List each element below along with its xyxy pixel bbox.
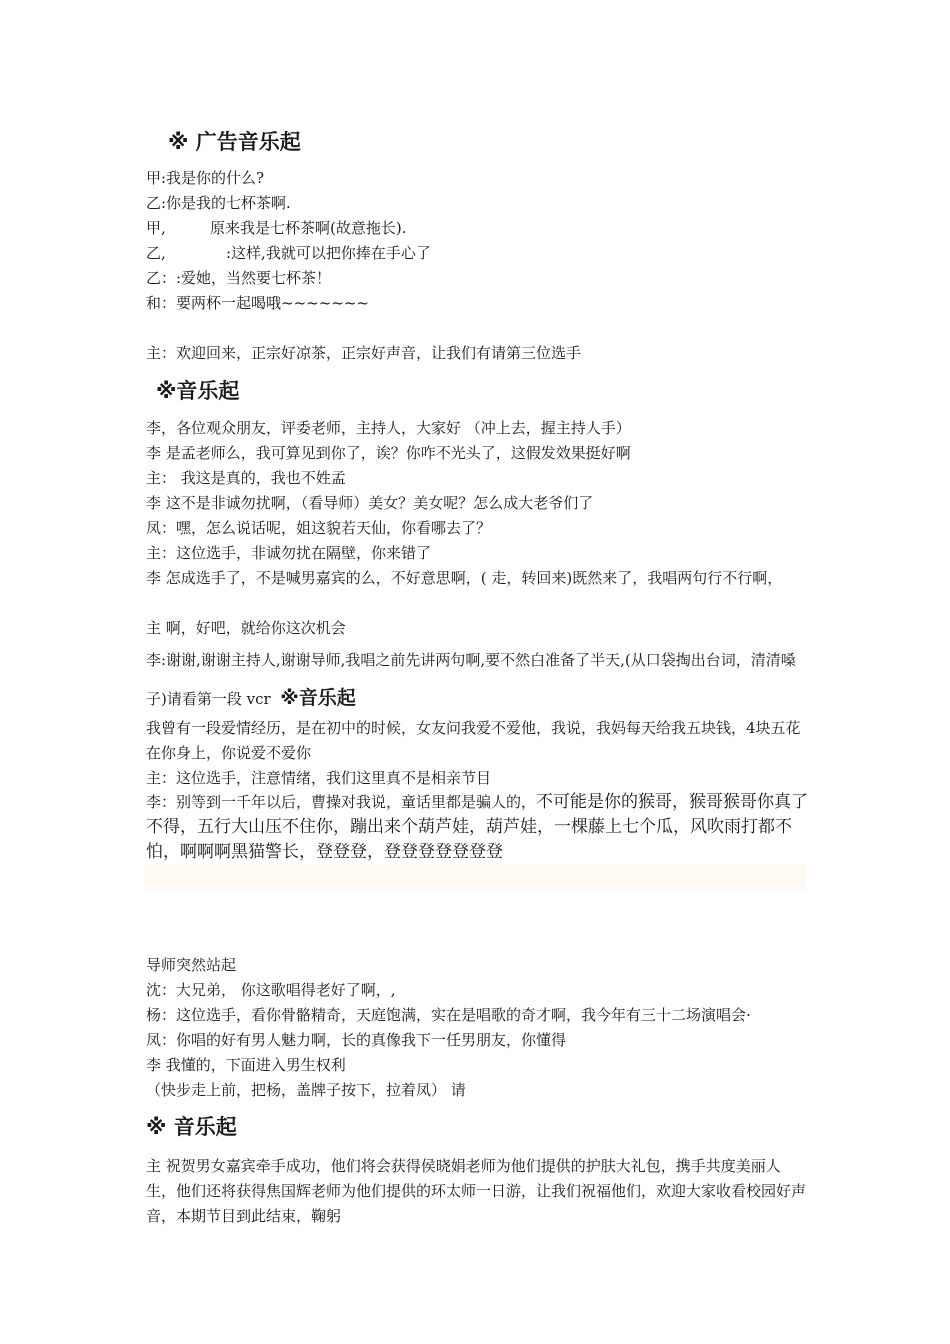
dialogue-line: 主： 我这是真的，我也不姓孟 (146, 469, 346, 487)
dialogue-line: 李 这不是非诚勿扰啊，（看导师）美女？美女呢？怎么成大老爷们了 (146, 494, 594, 512)
lyrics-text: 不可能是你的猴哥，猴哥猴哥你真了不得，五行大山压不住你，蹦出来个葫芦娃，葫芦娃，一棵藤上七个瓜，风吹雨打都不怕，啊啊啊黑猫警长，登登登，登登登登登登登 (146, 792, 809, 862)
line-text: 李:谢谢,谢谢主持人,谢谢导师,我唱之前先讲两句啊,要不然白准备了半天,(从口袋掏出台词，清清嗓子)请看第一段 vcr (146, 651, 796, 708)
dialogue-line: 李 是孟老师么，我可算见到你了，诶？你咋不光头了，这假发效果挺好啊 (146, 444, 631, 462)
dialogue-line: 沈：大兄弟， 你这歌唱得老好了啊，, (146, 981, 396, 999)
dialogue-line (146, 790, 808, 865)
dialogue-line: 乙：:爱她，当然要七杯茶！ (146, 269, 332, 287)
dialogue-line: 甲:我是你的什么? (146, 169, 265, 187)
line-text: :这样,我就可以把你捧在手心了 (226, 244, 431, 262)
dialogue-line: 杨：这位选手，看你骨骼精奇，天庭饱满，实在是唱歌的奇才啊，我今年有三十二场演唱会· (146, 1006, 751, 1024)
dialogue-line: 导师突然站起 (146, 956, 237, 974)
dialogue-line: 主：这位选手，非诚勿扰在隔壁，你来错了 (146, 544, 432, 562)
dialogue-line: 和：要两杯一起喝哦~~~~~~~ (146, 294, 369, 312)
speaker-label: 甲, (146, 219, 166, 237)
heading-music-inline: ※音乐起 (280, 687, 356, 709)
heading-ad-music: ※ 广告音乐起 (168, 130, 301, 154)
dialogue-line: （快步走上前，把杨，盖牌子按下，拉着凤） 请 (146, 1081, 466, 1099)
dialogue-line: 乙:你是我的七杯茶啊. (146, 194, 291, 212)
line-text: 李：别等到一千年以后，曹操对我说，童话里都是骗人的， (146, 793, 537, 811)
dialogue-line: 主：欢迎回来，正宗好凉茶，正宗好声音，让我们有请第三位选手 (146, 344, 582, 362)
dialogue-line: 主：这位选手，注意情绪，我们这里真不是相亲节目 (146, 769, 492, 787)
dialogue-line: 李，各位观众朋友，评委老师，主持人，大家好 （冲上去，握主持人手） (146, 419, 631, 437)
line-text: 原来我是七杯茶啊(故意拖长). (210, 219, 407, 237)
dialogue-line: 主 祝贺男女嘉宾牵手成功，他们将会获得侯晓娟老师为他们提供的护肤大礼包，携手共度美丽人生，他们还将获得焦国辉老师为他们提供的环太师一日游，让我们祝福他们，欢迎大家收看校园好声音，本期节目到此结束，鞠躬 (146, 1157, 807, 1225)
heading-music-end: ※ 音乐起 (146, 1115, 237, 1139)
speaker-label: 乙, (146, 244, 166, 262)
dialogue-line (146, 218, 406, 238)
dialogue-line: 我曾有一段爱情经历，是在初中的时候，女友问我爱不爱他，我说，我妈每天给我五块钱，4块五花在你身上，你说爱不爱你 (146, 719, 801, 762)
dialogue-line (146, 243, 431, 263)
dialogue-line: 主 啊，好吧，就给你这次机会 (146, 619, 346, 637)
dialogue-line: 李 怎成选手了，不是喊男嘉宾的么，不好意思啊，( 走，转回来)既然来了，我唱两句行不行啊， (146, 569, 783, 587)
highlight-band (144, 864, 806, 890)
heading-music: ※音乐起 (156, 379, 240, 403)
dialogue-line (146, 641, 808, 718)
dialogue-line: 凤：你唱的好有男人魅力啊，长的真像我下一任男朋友，你懂得 (146, 1031, 567, 1049)
dialogue-line: 李 我懂的，下面进入男生权利 (146, 1056, 346, 1074)
dialogue-line: 凤：嘿，怎么说话呢，姐这貌若天仙，你看哪去了？ (146, 519, 492, 537)
